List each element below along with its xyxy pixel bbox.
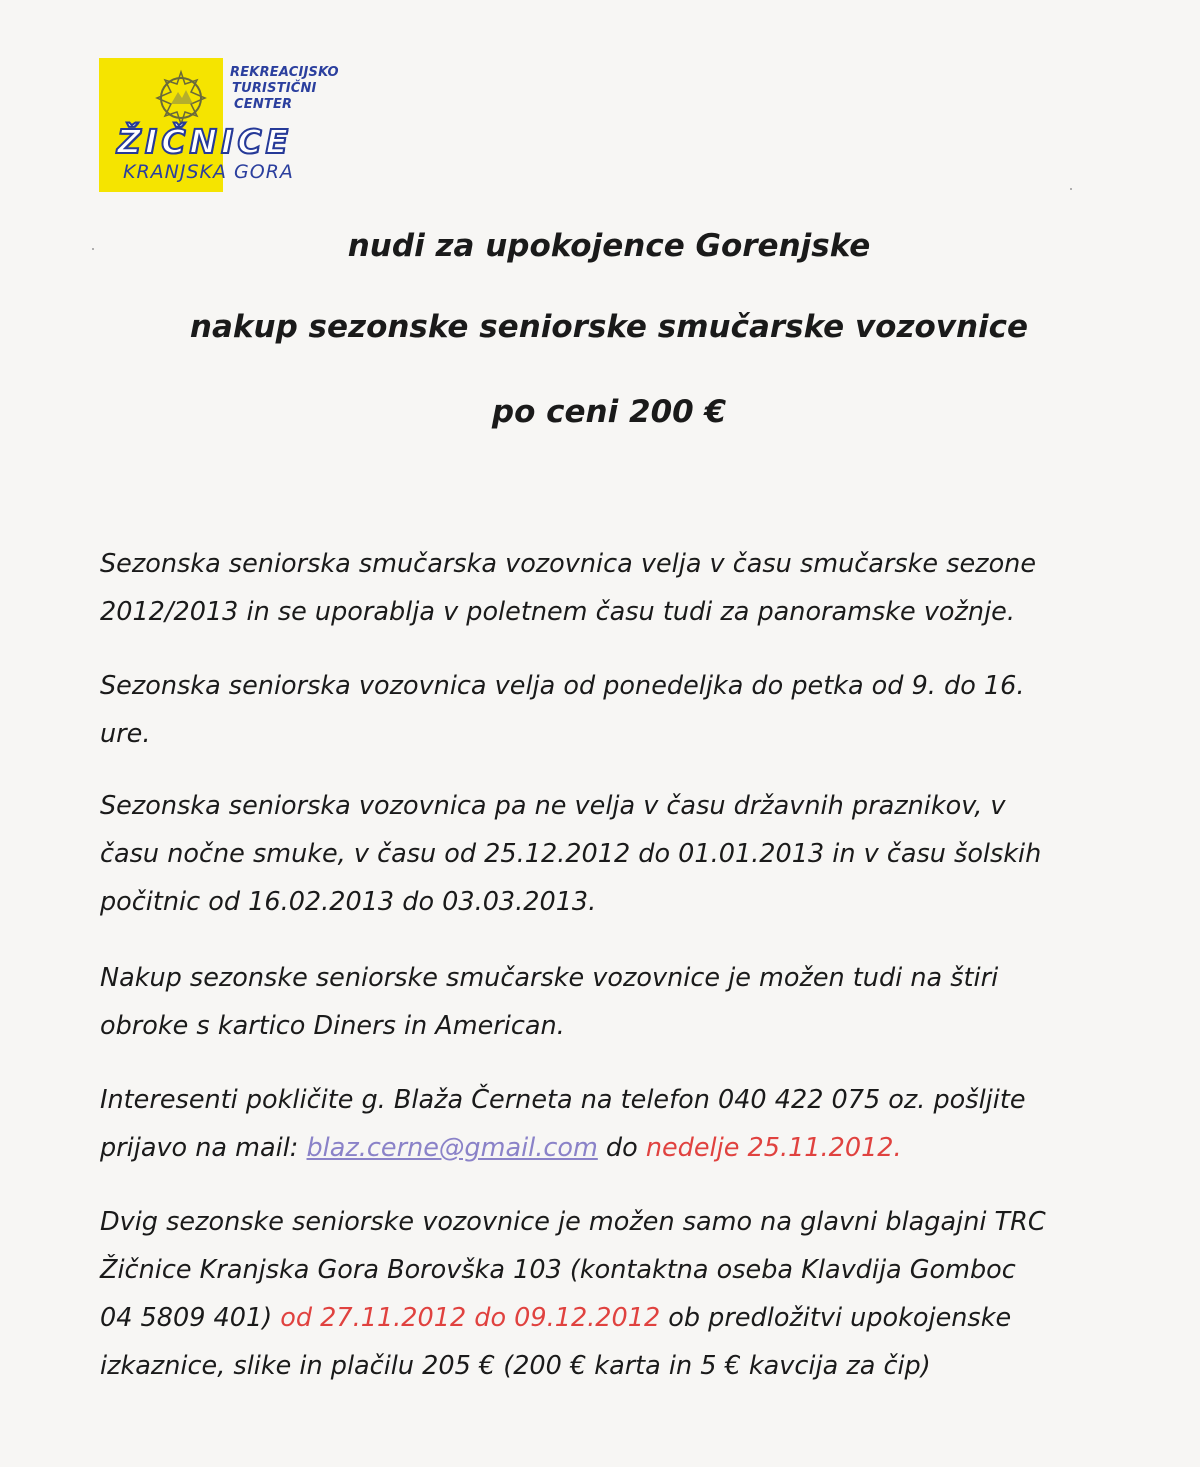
paragraph-contact (100, 1076, 1140, 1172)
logo-place: KRANJSKA GORA (123, 161, 294, 183)
text-line: Dvig sezonske seniorske vozovnice je možen samo na glavni blagajni TRC (100, 1207, 1046, 1237)
text-line: Nakup sezonske seniorske smučarske vozovnice je možen tudi na štiri (100, 963, 999, 993)
scan-speck (1070, 188, 1072, 190)
text-line: ure. (100, 719, 151, 749)
paragraph-exclusions (100, 782, 1140, 926)
text-line: 2012/2013 in se uporablja v poletnem času tudi za panoramske vožnje. (100, 597, 1015, 627)
email-link[interactable]: blaz.cerne@gmail.com (306, 1133, 598, 1163)
paragraph-validity-season (100, 540, 1140, 636)
company-logo (99, 58, 374, 192)
paragraph-validity-hours (100, 662, 1140, 758)
pickup-dates: od 27.11.2012 do 09.12.2012 (280, 1303, 661, 1333)
text-line: do (597, 1133, 646, 1163)
text-line: prijavo na mail: (100, 1133, 307, 1163)
text-line: obroke s kartico Diners in American. (100, 1011, 565, 1041)
paragraph-installments (100, 954, 1140, 1050)
heading-line-2: nakup sezonske seniorske smučarske vozovnice (189, 309, 1029, 345)
text-line: Žičnice Kranjska Gora Borovška 103 (kontaktna oseba Klavdija Gomboc (100, 1255, 1016, 1285)
heading-line-1: nudi za upokojence Gorenjske (347, 228, 871, 264)
logo-emblem-icon (151, 68, 211, 128)
logo-line-3: CENTER (234, 97, 293, 112)
text-line: izkaznice, slike in plačilu 205 € (200 € karta in 5 € kavcija za čip) (100, 1351, 931, 1381)
text-line: 04 5809 401) (100, 1303, 281, 1333)
deadline-date: nedelje 25.11.2012. (645, 1133, 902, 1163)
text-line: Interesenti pokličite g. Blaža Černeta na telefon 040 422 075 oz. pošljite (100, 1085, 1026, 1115)
scan-speck (92, 248, 94, 250)
heading-price: po ceni 200 € (491, 394, 727, 430)
logo-name: ŽIČNICE (117, 122, 293, 161)
text-line: času nočne smuke, v času od 25.12.2012 do 01.01.2013 in v času šolskih (100, 839, 1042, 869)
paragraph-pickup (100, 1198, 1140, 1390)
text-line: Sezonska seniorska vozovnica velja od ponedeljka do petka od 9. do 16. (100, 671, 1025, 701)
logo-line-1: REKREACIJSKO (230, 65, 339, 80)
text-line: Sezonska seniorska vozovnica pa ne velja v času državnih praznikov, v (100, 791, 1006, 821)
text-line: počitnic od 16.02.2013 do 03.03.2013. (100, 887, 597, 917)
text-line: ob predložitvi upokojenske (660, 1303, 1012, 1333)
logo-line-2: TURISTIČNI (232, 81, 317, 96)
text-line: Sezonska seniorska smučarska vozovnica velja v času smučarske sezone (100, 549, 1037, 579)
